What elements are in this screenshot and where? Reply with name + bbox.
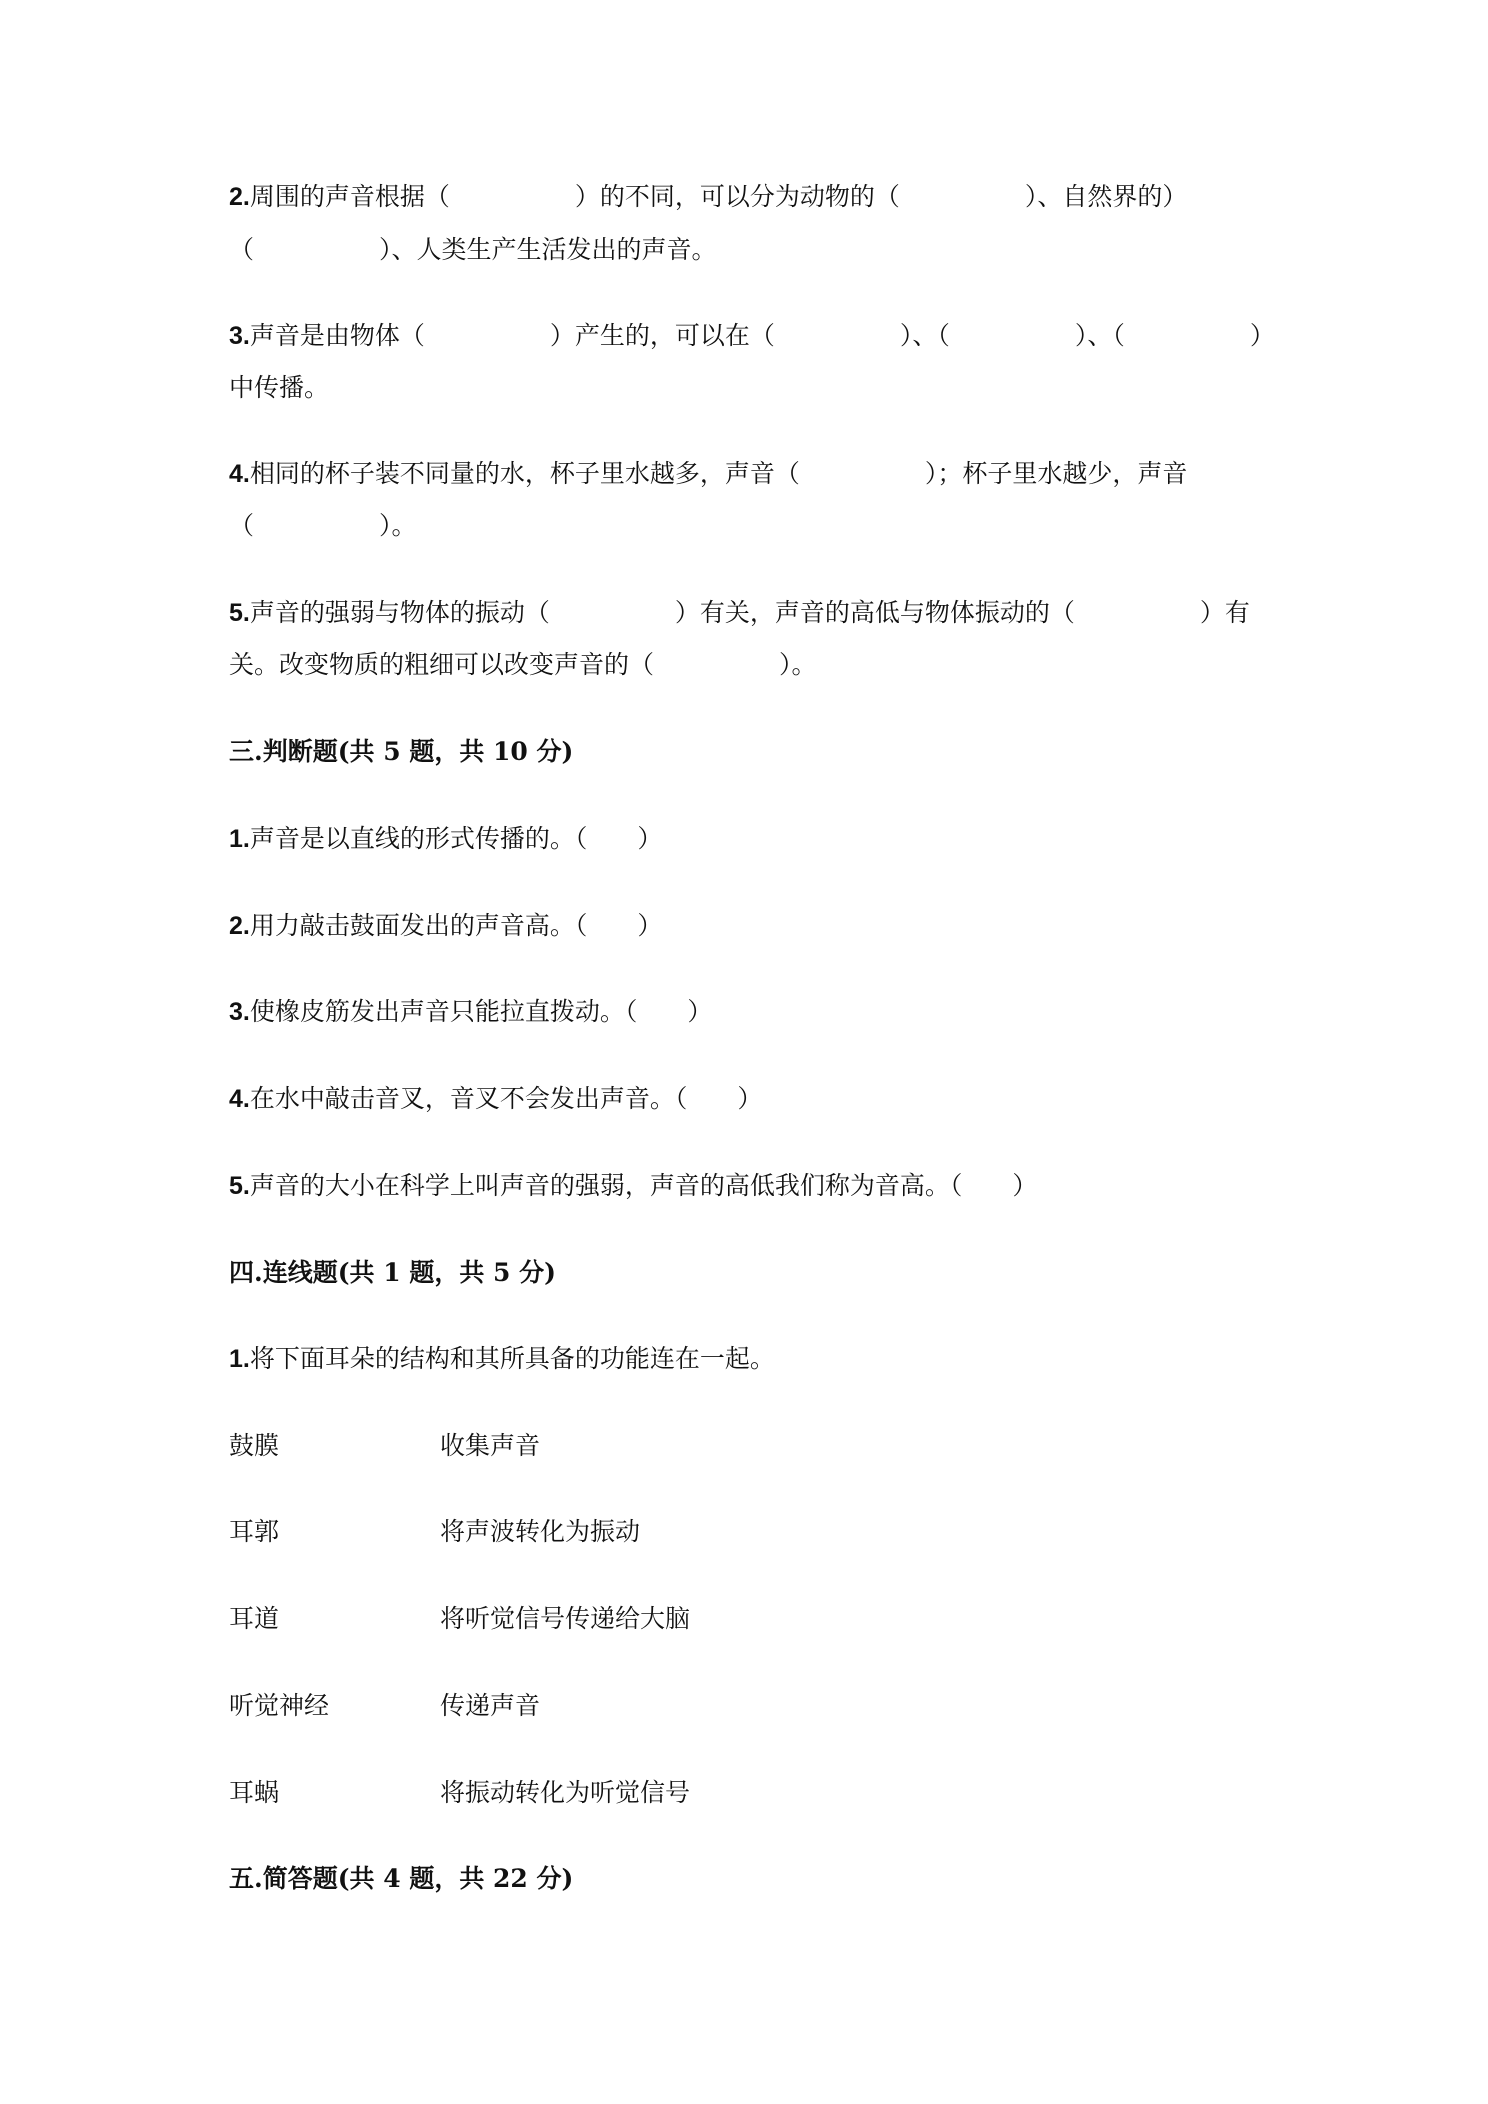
question-text: 相同的杯子装不同量的水，杯子里水越多，声音（ ）；杯子里水越少，声音 <box>249 459 1188 488</box>
question-4-line-1 <box>229 457 1187 491</box>
match-right-2: 将声波转化为振动 <box>440 1517 641 1546</box>
judge-item-1 <box>229 822 662 856</box>
item-number: 3. <box>229 998 250 1026</box>
item-number: 1. <box>229 825 250 853</box>
match-left-2: 耳郭 <box>229 1517 280 1546</box>
item-text: 使橡皮筋发出声音只能拉直拨动。（ ） <box>249 997 713 1026</box>
judge-item-2 <box>229 909 662 943</box>
question-text: 将下面耳朵的结构和其所具备的功能连在一起。 <box>249 1344 775 1373</box>
item-number: 4. <box>229 1085 250 1113</box>
item-text: 声音的大小在科学上叫声音的强弱，声音的高低我们称为音高。（ ） <box>249 1171 1038 1200</box>
question-2-line-2: （ ）、人类生产生活发出的声音。 <box>229 235 717 264</box>
match-right-1: 收集声音 <box>440 1431 541 1460</box>
question-number: 4. <box>229 460 250 488</box>
judge-item-3 <box>229 995 712 1029</box>
match-right-4: 传递声音 <box>440 1691 541 1720</box>
item-text: 声音是以直线的形式传播的。（ ） <box>249 824 663 853</box>
item-text: 在水中敲击音叉，音叉不会发出声音。（ ） <box>249 1084 763 1113</box>
item-number: 5. <box>229 1172 250 1200</box>
match-right-5: 将振动转化为听觉信号 <box>440 1778 691 1807</box>
question-text: 声音是由物体（ ）产生的，可以在（ ）、（ ）、（ ） <box>249 321 1275 350</box>
match-left-5: 耳蜗 <box>229 1778 280 1807</box>
question-4-line-2: （ ）。 <box>229 511 417 540</box>
question-3-line-1 <box>229 319 1275 353</box>
section-3-title: 三.判断题(共 5 题，共 10 分) <box>229 737 574 766</box>
judge-item-4 <box>229 1082 762 1116</box>
question-text: 声音的强弱与物体的振动（ ）有关，声音的高低与物体振动的（ ）有 <box>249 598 1250 627</box>
question-5-line-2: 关。改变物质的粗细可以改变声音的（ ）。 <box>229 650 817 679</box>
question-text: 周围的声音根据（ ）的不同，可以分为动物的（ ）、自然界的） <box>249 182 1188 211</box>
section-5-title: 五.简答题(共 4 题，共 22 分) <box>229 1864 574 1893</box>
question-number: 3. <box>229 322 250 350</box>
match-left-4: 听觉神经 <box>229 1691 330 1720</box>
question-number: 1. <box>229 1345 250 1373</box>
question-5-line-1 <box>229 596 1250 630</box>
match-left-3: 耳道 <box>229 1604 280 1633</box>
question-2-line-1 <box>229 180 1187 214</box>
item-number: 2. <box>229 912 250 940</box>
item-text: 用力敲击鼓面发出的声音高。（ ） <box>249 911 663 940</box>
matching-question <box>229 1342 775 1376</box>
question-3-line-2: 中传播。 <box>229 373 330 402</box>
section-4-title: 四.连线题(共 1 题，共 5 分) <box>229 1258 556 1287</box>
match-right-3: 将听觉信号传递给大脑 <box>440 1604 691 1633</box>
question-number: 5. <box>229 599 250 627</box>
question-number: 2. <box>229 183 250 211</box>
match-left-1: 鼓膜 <box>229 1431 280 1460</box>
judge-item-5 <box>229 1169 1037 1203</box>
